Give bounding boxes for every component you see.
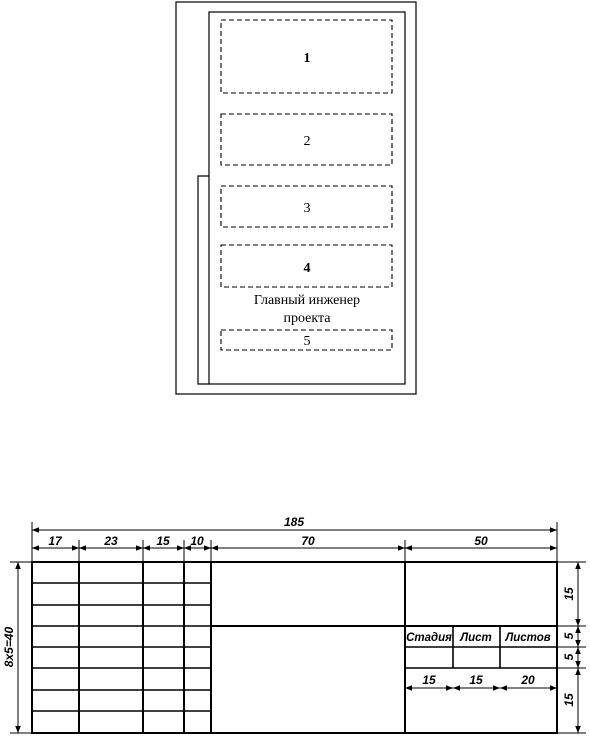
signature-label-line1: Главный инженер bbox=[253, 293, 361, 308]
right-height-4-label: 15 bbox=[562, 693, 576, 707]
right-height-3-label: 5 bbox=[562, 653, 576, 661]
zone-5-label: 5 bbox=[303, 334, 311, 349]
zone-1-label: 1 bbox=[303, 51, 311, 66]
sheet-width-label: 15 bbox=[469, 673, 483, 687]
height-label: 8x5=40 bbox=[2, 626, 16, 668]
zone-2-label: 2 bbox=[303, 134, 311, 149]
zone-4-label: 4 bbox=[303, 261, 311, 276]
stage-header: Стадия bbox=[406, 632, 452, 644]
right-height-1-label: 15 bbox=[562, 587, 576, 601]
sheet-header: Лист bbox=[460, 632, 492, 644]
col3-width-label: 15 bbox=[156, 534, 170, 548]
sheets-width-label: 20 bbox=[521, 673, 535, 687]
col6-width-label: 50 bbox=[474, 534, 488, 548]
stage-width-label: 15 bbox=[422, 673, 436, 687]
col4-width-label: 10 bbox=[190, 534, 204, 548]
col2-width-label: 23 bbox=[104, 534, 118, 548]
sheets-header: Листов bbox=[505, 632, 551, 644]
overall-width-label: 185 bbox=[283, 515, 305, 529]
right-height-2-label: 5 bbox=[562, 632, 576, 640]
signature-label-line2: проекта bbox=[283, 311, 331, 326]
col5-width-label: 70 bbox=[301, 534, 315, 548]
zone-3-label: 3 bbox=[303, 201, 311, 216]
col1-width-label: 17 bbox=[48, 534, 62, 548]
